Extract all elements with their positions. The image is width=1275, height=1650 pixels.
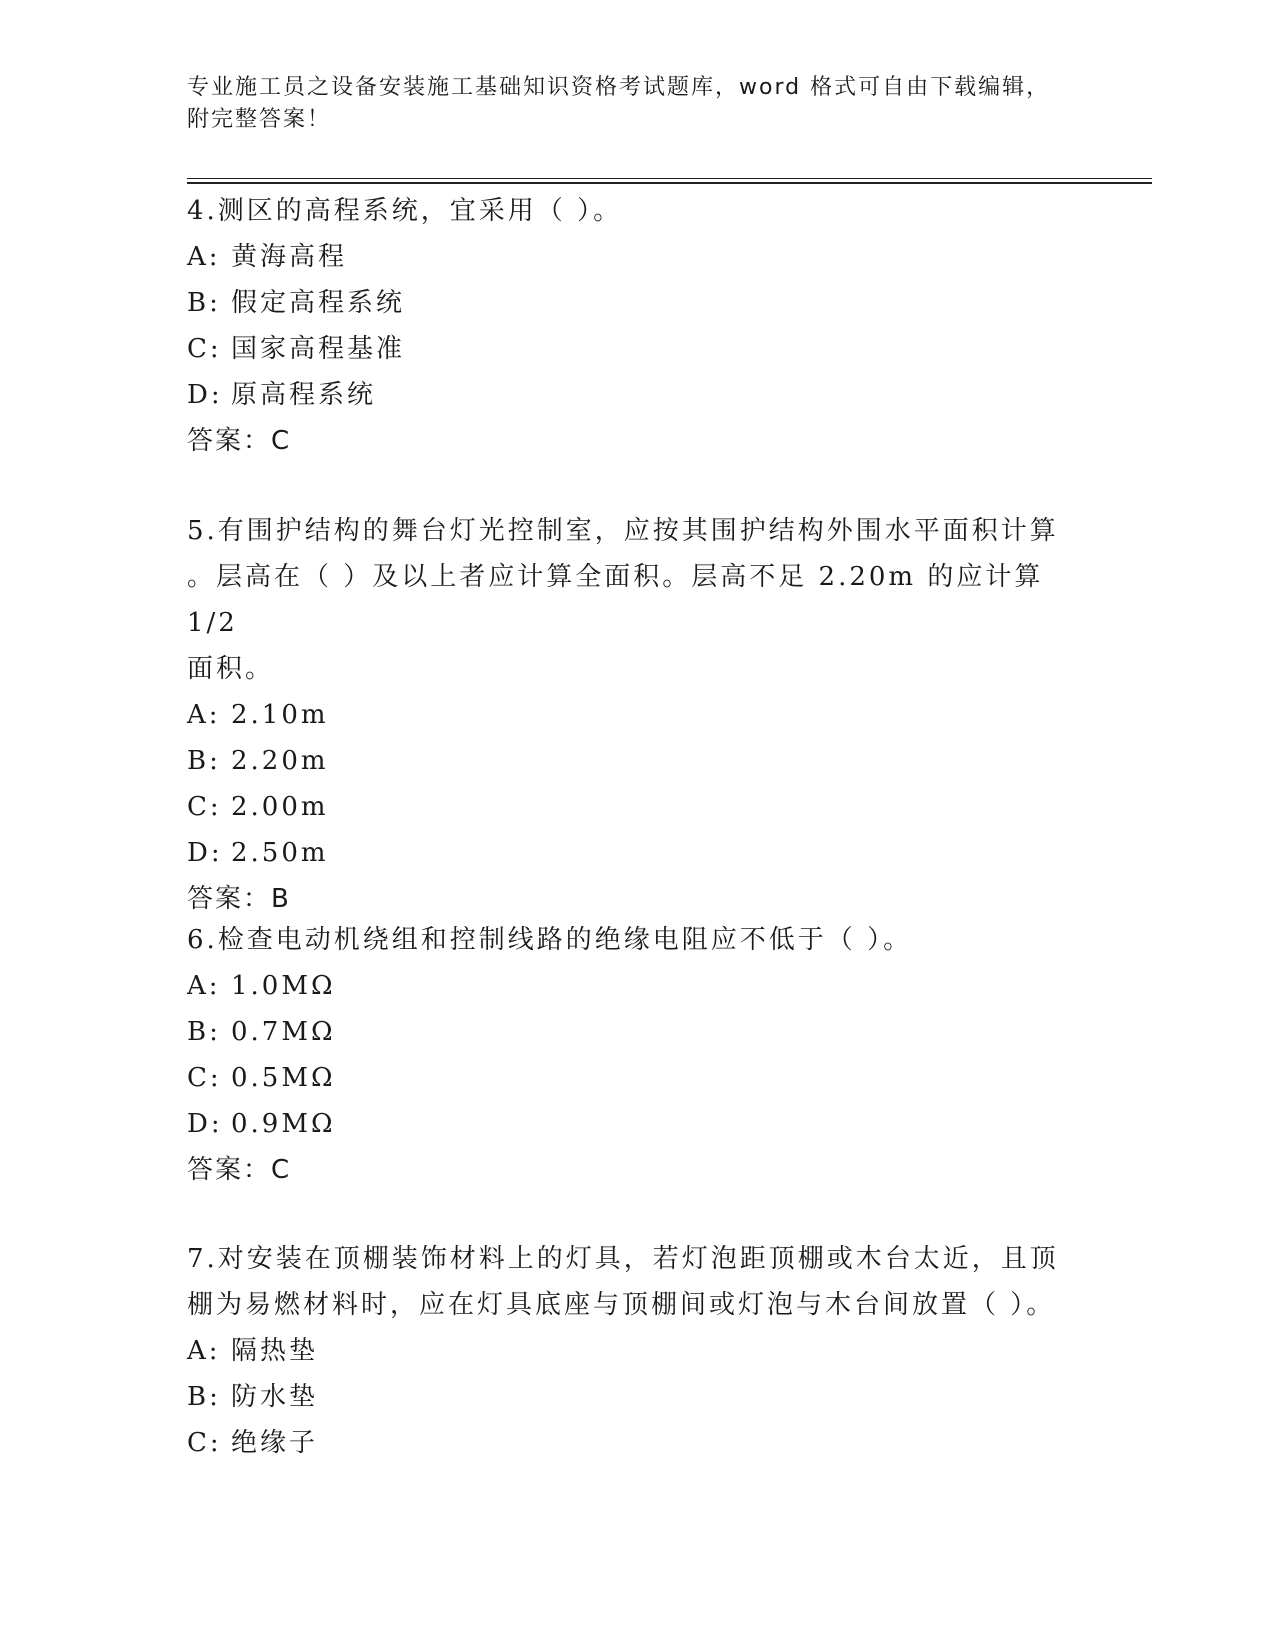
option-letter: C:: [187, 1428, 222, 1458]
option-text: 2.50m: [231, 838, 329, 868]
document-header-note: [187, 72, 1087, 136]
option-text: 黄海高程: [231, 242, 348, 272]
option-a: [187, 234, 1067, 280]
option-letter: D:: [187, 838, 223, 868]
option-text: 假定高程系统: [231, 288, 406, 318]
header-divider-thick: [187, 182, 1152, 184]
option-letter: A:: [187, 242, 221, 272]
option-d: [187, 1101, 1067, 1147]
option-letter: C:: [187, 1063, 222, 1093]
option-letter: D:: [187, 380, 223, 410]
option-c: [187, 326, 1067, 372]
option-letter: A:: [187, 1336, 221, 1366]
header-line-1: 专业施工员之设备安装施工基础知识资格考试题库，word 格式可自由下载编辑，: [187, 75, 1051, 100]
question-7: [187, 1236, 1067, 1466]
option-text: 国家高程基准: [231, 334, 406, 364]
option-text: 0.5MΩ: [231, 1063, 336, 1093]
question-stem-line-3: 面积。: [187, 654, 275, 684]
option-text: 防水垫: [231, 1382, 319, 1412]
option-letter: B:: [187, 1017, 221, 1047]
option-b: [187, 738, 1067, 784]
option-letter: B:: [187, 746, 221, 776]
option-letter: A:: [187, 971, 221, 1001]
option-text: 绝缘子: [231, 1428, 319, 1458]
question-stem: 6.检查电动机绕组和控制线路的绝缘电阻应不低于（ ）。: [187, 925, 913, 955]
answer-line: 答案：C: [187, 426, 292, 456]
question-6: [187, 917, 1067, 1193]
answer-line: 答案：B: [187, 884, 291, 914]
option-b: [187, 1009, 1067, 1055]
option-letter: B:: [187, 288, 221, 318]
option-c: [187, 1420, 1067, 1466]
option-text: 2.10m: [231, 700, 329, 730]
option-a: [187, 1328, 1067, 1374]
option-text: 0.9MΩ: [231, 1109, 336, 1139]
answer-line: 答案：C: [187, 1155, 292, 1185]
option-letter: B:: [187, 1382, 221, 1412]
question-stem: 4.测区的高程系统，宜采用（ ）。: [187, 196, 623, 226]
option-b: [187, 1374, 1067, 1420]
option-a: [187, 692, 1067, 738]
option-letter: C:: [187, 792, 222, 822]
option-c: [187, 1055, 1067, 1101]
option-a: [187, 963, 1067, 1009]
option-text: 1.0MΩ: [231, 971, 336, 1001]
option-letter: D:: [187, 1109, 223, 1139]
question-stem-line-2: 棚为易燃材料时，应在灯具底座与顶棚间或灯泡与木台间放置（ ）。: [187, 1290, 1056, 1320]
question-5: [187, 508, 1067, 922]
option-d: [187, 372, 1067, 418]
option-c: [187, 784, 1067, 830]
question-stem-line-2: 。层高在（ ）及以上者应计算全面积。层高不足 2.20m 的应计算 1/2: [187, 562, 1044, 638]
question-4: [187, 188, 1067, 464]
header-line-2: 附完整答案！: [187, 107, 332, 132]
option-text: 2.20m: [231, 746, 329, 776]
option-text: 原高程系统: [231, 380, 377, 410]
option-letter: A:: [187, 700, 221, 730]
option-b: [187, 280, 1067, 326]
question-stem-line-1: 7.对安装在顶棚装饰材料上的灯具，若灯泡距顶棚或木台太近，且顶: [187, 1244, 1059, 1274]
question-stem-line-1: 5.有围护结构的舞台灯光控制室，应按其围护结构外围水平面积计算: [187, 516, 1059, 546]
option-text: 0.7MΩ: [231, 1017, 336, 1047]
option-d: [187, 830, 1067, 876]
option-letter: C:: [187, 334, 222, 364]
option-text: 2.00m: [231, 792, 329, 822]
header-divider-thin: [187, 178, 1152, 179]
option-text: 隔热垫: [231, 1336, 319, 1366]
